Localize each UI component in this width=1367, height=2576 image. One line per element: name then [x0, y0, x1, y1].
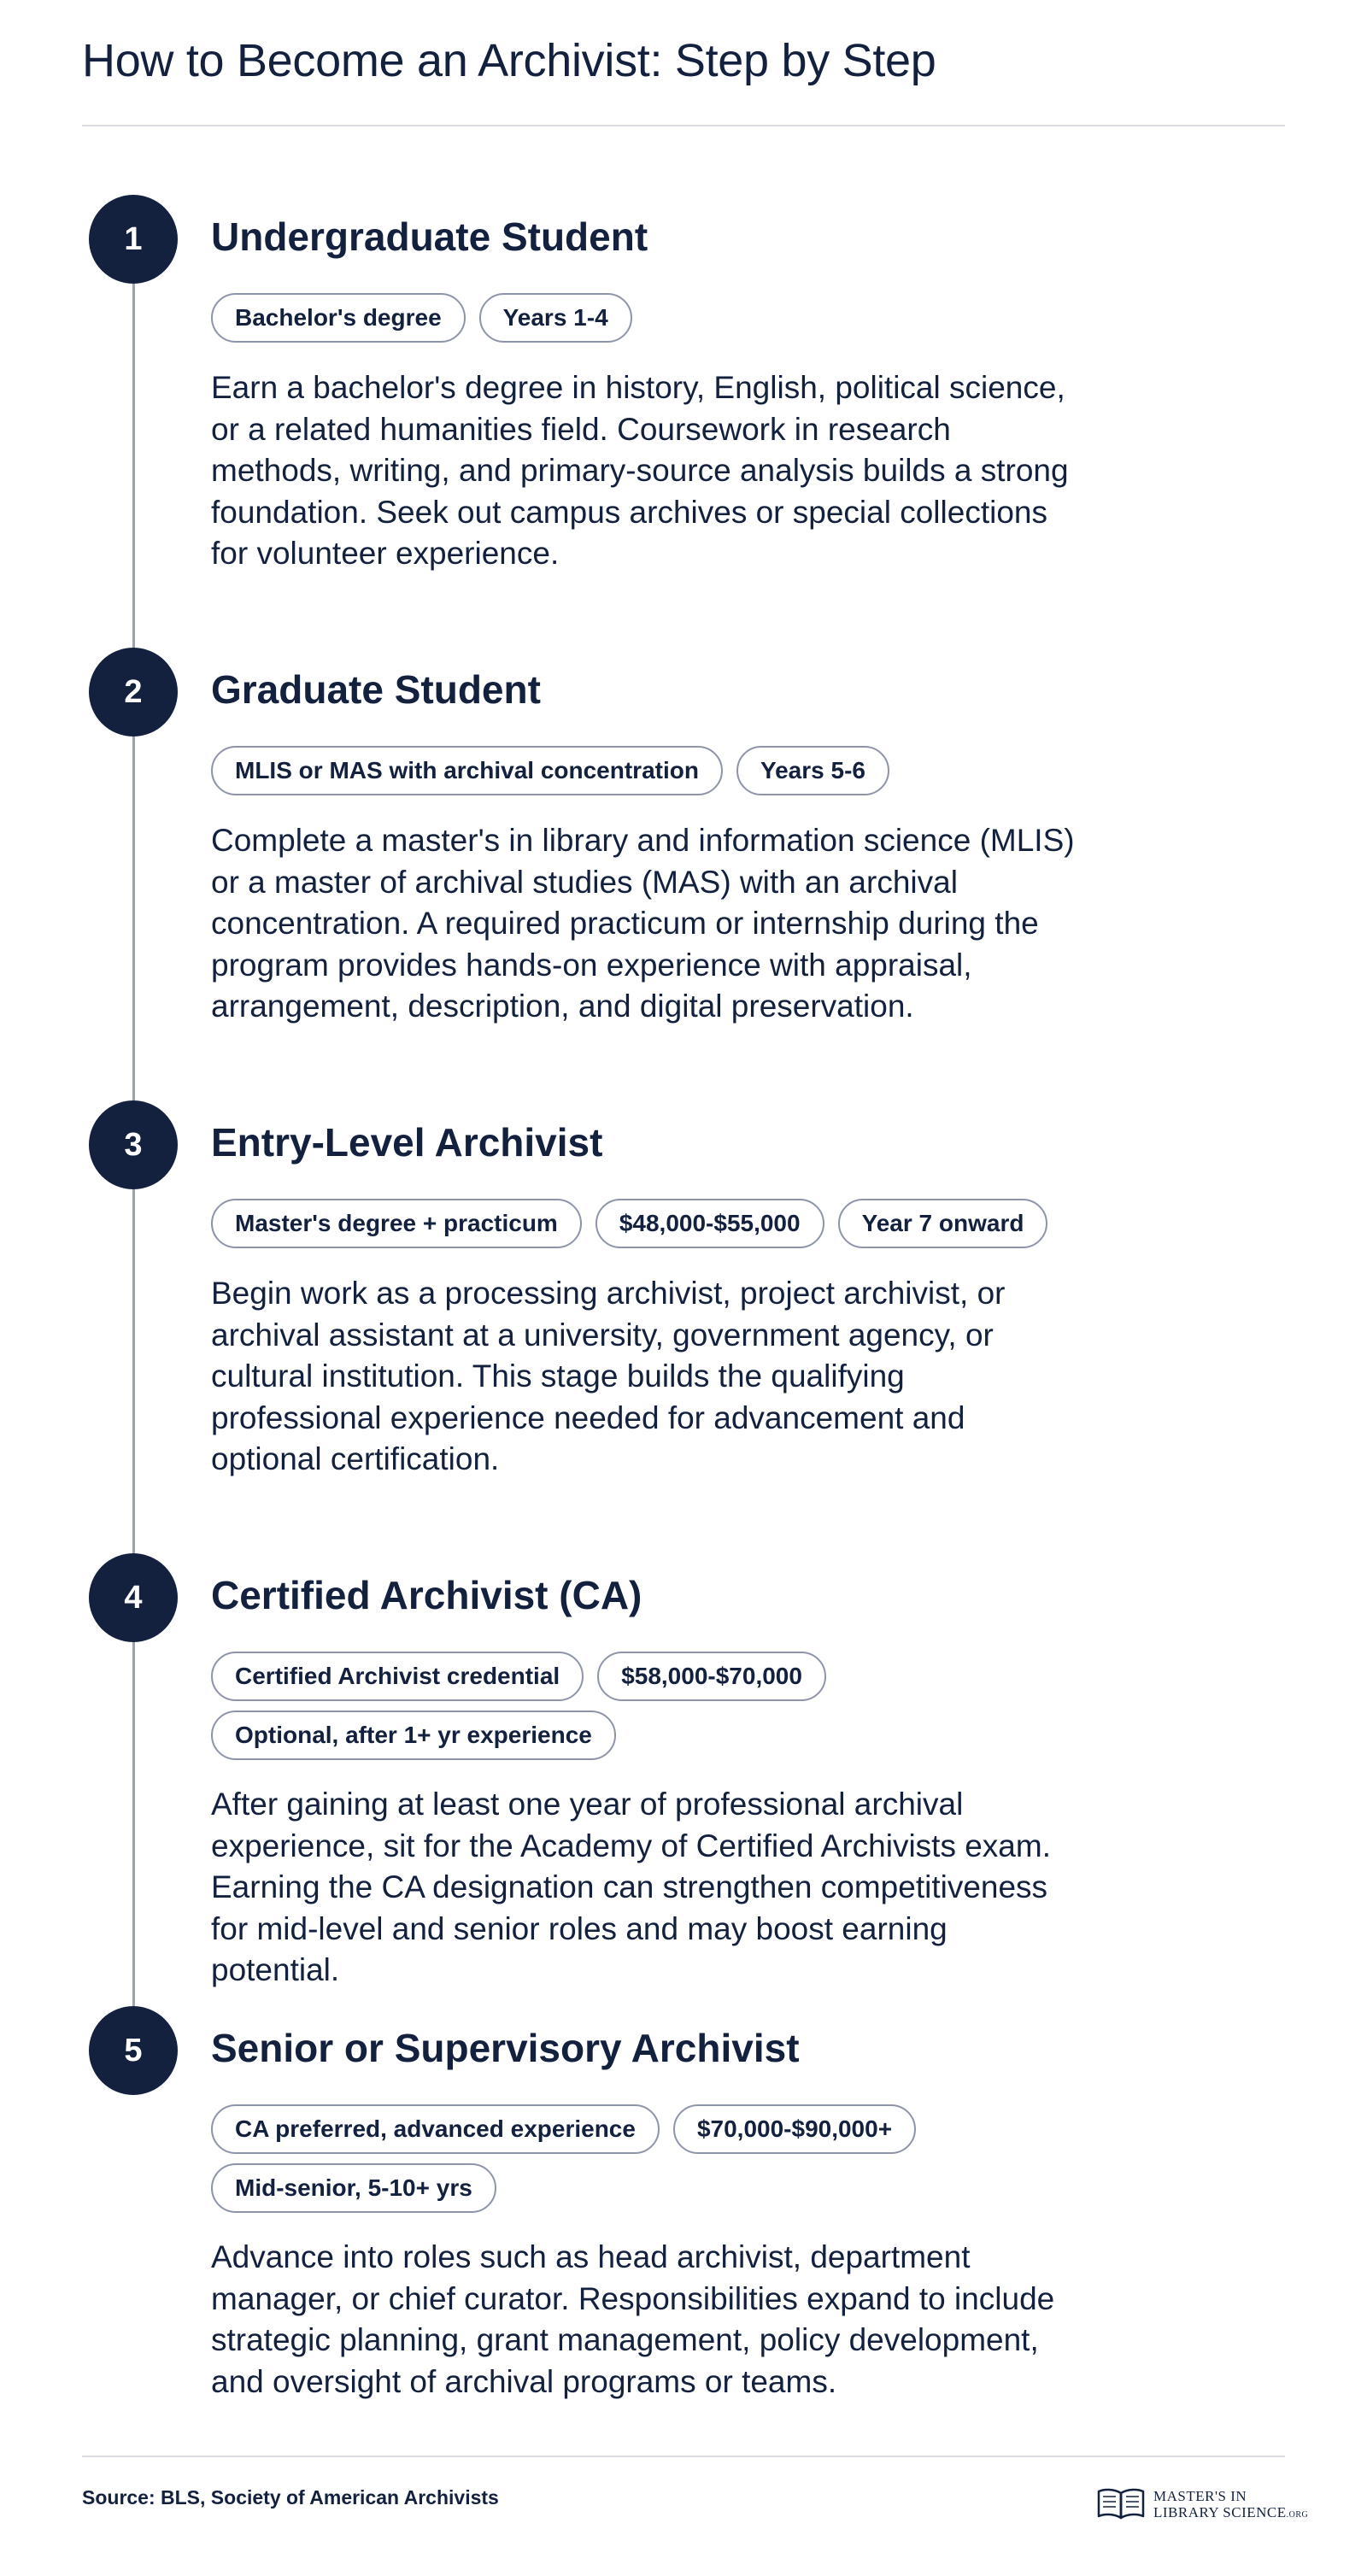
tag-row: [211, 1199, 1236, 1248]
timeframe-tag: Year 7 onward: [838, 1199, 1048, 1248]
salary-tag: $58,000-$70,000: [597, 1652, 826, 1701]
degree-tag: MLIS or MAS with archival concentration: [211, 746, 723, 795]
tag-row: [211, 1652, 1236, 1701]
salary-tag: $48,000-$55,000: [595, 1199, 824, 1248]
logo-wordmark: [1153, 2488, 1308, 2523]
logo-suffix: .ORG: [1286, 2510, 1309, 2520]
logo-line-2: [1153, 2504, 1308, 2523]
site-logo: [1095, 2486, 1308, 2525]
logo-line-1: MASTER'S IN: [1153, 2488, 1247, 2504]
step-description: Earn a bachelor's degree in history, English, political science, or a related humanities field. Coursework in research methods, writing, and primary-source analysis builds a strong foundation. Seek out campus archives or special collections for volunteer experience.: [211, 370, 1069, 571]
logo-line-2-text: LIBRARY SCIENCE: [1153, 2504, 1287, 2520]
tag-row: [211, 1710, 1236, 1760]
credential-tag: Certified Archivist credential: [211, 1652, 584, 1701]
step-number-badge: 4: [89, 1553, 178, 1642]
tag-row: [211, 746, 1236, 795]
step-title: Entry-Level Archivist: [211, 1120, 603, 1165]
step-number-badge: 5: [89, 2006, 178, 2095]
step-title: Graduate Student: [211, 667, 541, 712]
timeframe-tag: Years 5-6: [736, 746, 889, 795]
timeframe-tag: Mid-senior, 5-10+ yrs: [211, 2163, 496, 2213]
timeframe-tag: Optional, after 1+ yr experience: [211, 1710, 616, 1760]
salary-tag: $70,000-$90,000+: [673, 2104, 916, 2154]
step-description: Begin work as a processing archivist, project archivist, or archival assistant at a university, government agency, or cultural institution. This stage builds the qualifying professional experience needed for advancement and optional certification.: [211, 1276, 1006, 1476]
step-number-badge: 1: [89, 195, 178, 284]
step-tags: [211, 2104, 1236, 2222]
degree-tag: Bachelor's degree: [211, 293, 466, 343]
step-tags: [211, 293, 1236, 352]
tag-row: [211, 2163, 1236, 2213]
step-description: After gaining at least one year of professional archival experience, sit for the Academy of Certified Archivists exam. Earning the CA designation can strengthen competitiveness for mid-level and senior roles and may boost earning potential.: [211, 1787, 1051, 1987]
timeframe-tag: Years 1-4: [479, 293, 632, 343]
step-tags: [211, 1652, 1236, 1769]
step-number-badge: 3: [89, 1100, 178, 1189]
step-title: Undergraduate Student: [211, 214, 648, 259]
header-divider: [82, 125, 1285, 126]
step-tags: [211, 746, 1236, 805]
page-title: How to Become an Archivist: Step by Step: [82, 35, 936, 86]
step-number-badge: 2: [89, 648, 178, 736]
requirement-tag: Master's degree + practicum: [211, 1199, 582, 1248]
requirement-tag: CA preferred, advanced experience: [211, 2104, 660, 2154]
step-description: Complete a master's in library and information science (MLIS) or a master of archival studies (MAS) with an archival concentration. A required practicum or internship during the program provides hands-on experience with appraisal, arrangement, description, and digital preservation.: [211, 823, 1075, 1024]
source-note: Source: BLS, Society of American Archivists: [82, 2486, 499, 2509]
tag-row: [211, 293, 1236, 343]
step-description: Advance into roles such as head archivist, department manager, or chief curator. Responsibilities expand to include strategic planning, grant management, policy development, and oversight of archival programs or teams.: [211, 2239, 1055, 2399]
tag-row: [211, 2104, 1236, 2154]
step-tags: [211, 1199, 1236, 1258]
step-title: Senior or Supervisory Archivist: [211, 2026, 800, 2070]
footer-divider: [82, 2456, 1285, 2457]
step-title: Certified Archivist (CA): [211, 1573, 642, 1617]
open-book-icon: [1095, 2486, 1147, 2525]
